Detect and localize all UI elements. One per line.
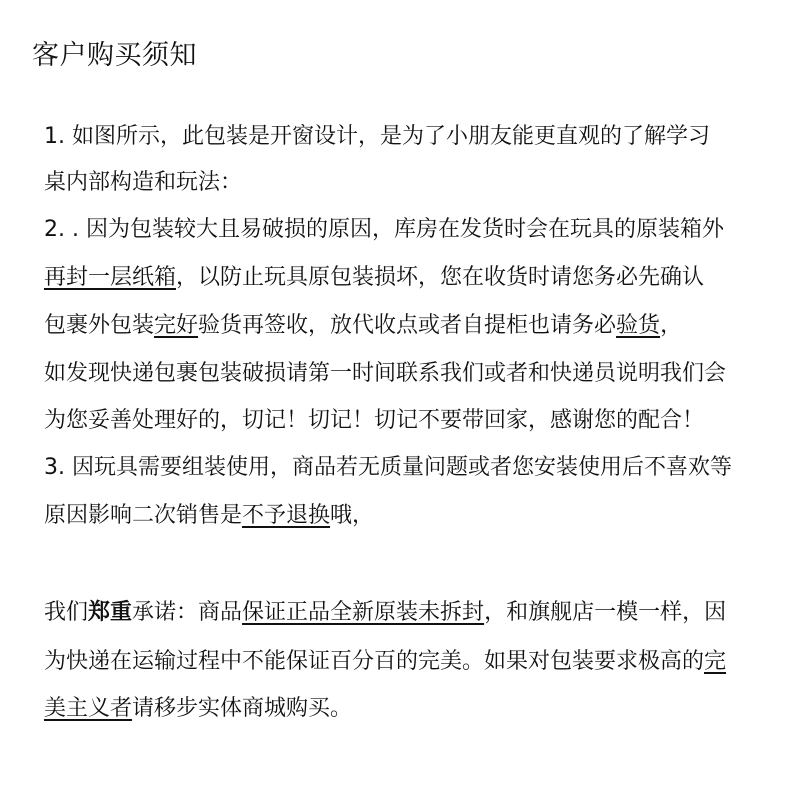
highlight-no-return: 不予退换 — [242, 503, 331, 528]
highlight-genuine: 保证正品全新原装未拆封 — [242, 600, 485, 625]
highlight-perfect-start: 完 — [704, 649, 727, 674]
p2-line-2 — [44, 261, 704, 295]
promise-line-1 — [44, 596, 726, 630]
p2-line-3 — [44, 309, 682, 343]
promise-text-c: ，和旗舰店一模一样，因 — [484, 600, 727, 625]
promise-text-a: 我们 — [44, 600, 89, 625]
promise-line-3-text: 请移步实体商城购买。 — [132, 696, 353, 721]
p3-line-2-text-a: 原因影响二次销售是 — [44, 503, 243, 528]
promise-line-2 — [44, 645, 726, 679]
p2-line-4: 如发现快递包裹包装破损请第一时间联系我们或者和快递员说明我们会 — [44, 361, 727, 386]
p3-line-2 — [44, 499, 374, 533]
p2-line-5: 为您妥善处理好的，切记！切记！切记不要带回家，感谢您的配合！ — [44, 408, 705, 433]
highlight-perfectionist: 美主义者 — [44, 696, 133, 721]
p2-line-3-text-b: 验货再签收，放代收点或者自提柜也请务必 — [198, 313, 617, 338]
p2-line-2-text: ，以防止玩具原包装损坏，您在收货时请您务必先确认 — [176, 265, 705, 290]
promise-text-b: 承诺：商品 — [132, 600, 243, 625]
p2-line-3-text-c: ， — [660, 313, 683, 338]
promise-line-2-text: 为快递在运输过程中不能保证百分百的完美。如果对包装要求极高的 — [44, 649, 705, 674]
p2-line-1: 2. . 因为包装较大且易破损的原因，库房在发货时会在玩具的原装箱外 — [44, 217, 724, 242]
p1-line-1: 1. 如图所示，此包装是开窗设计，是为了小朋友能更直观的了解学习 — [44, 124, 710, 149]
promise-line-3 — [44, 692, 352, 726]
p3-line-2-text-b: 哦， — [330, 503, 375, 528]
promise-bold: 郑重 — [88, 600, 133, 625]
highlight-reseal-box: 再封一层纸箱 — [44, 265, 177, 290]
highlight-inspect: 验货 — [616, 313, 661, 338]
p3-line-1: 3. 因玩具需要组装使用，商品若无质量问题或者您安装使用后不喜欢等 — [44, 455, 732, 480]
highlight-intact: 完好 — [154, 313, 199, 338]
page-title: 客户购买须知 — [32, 40, 197, 71]
p1-line-2: 桌内部构造和玩法： — [44, 170, 243, 195]
p2-line-3-text-a: 包裹外包装 — [44, 313, 155, 338]
